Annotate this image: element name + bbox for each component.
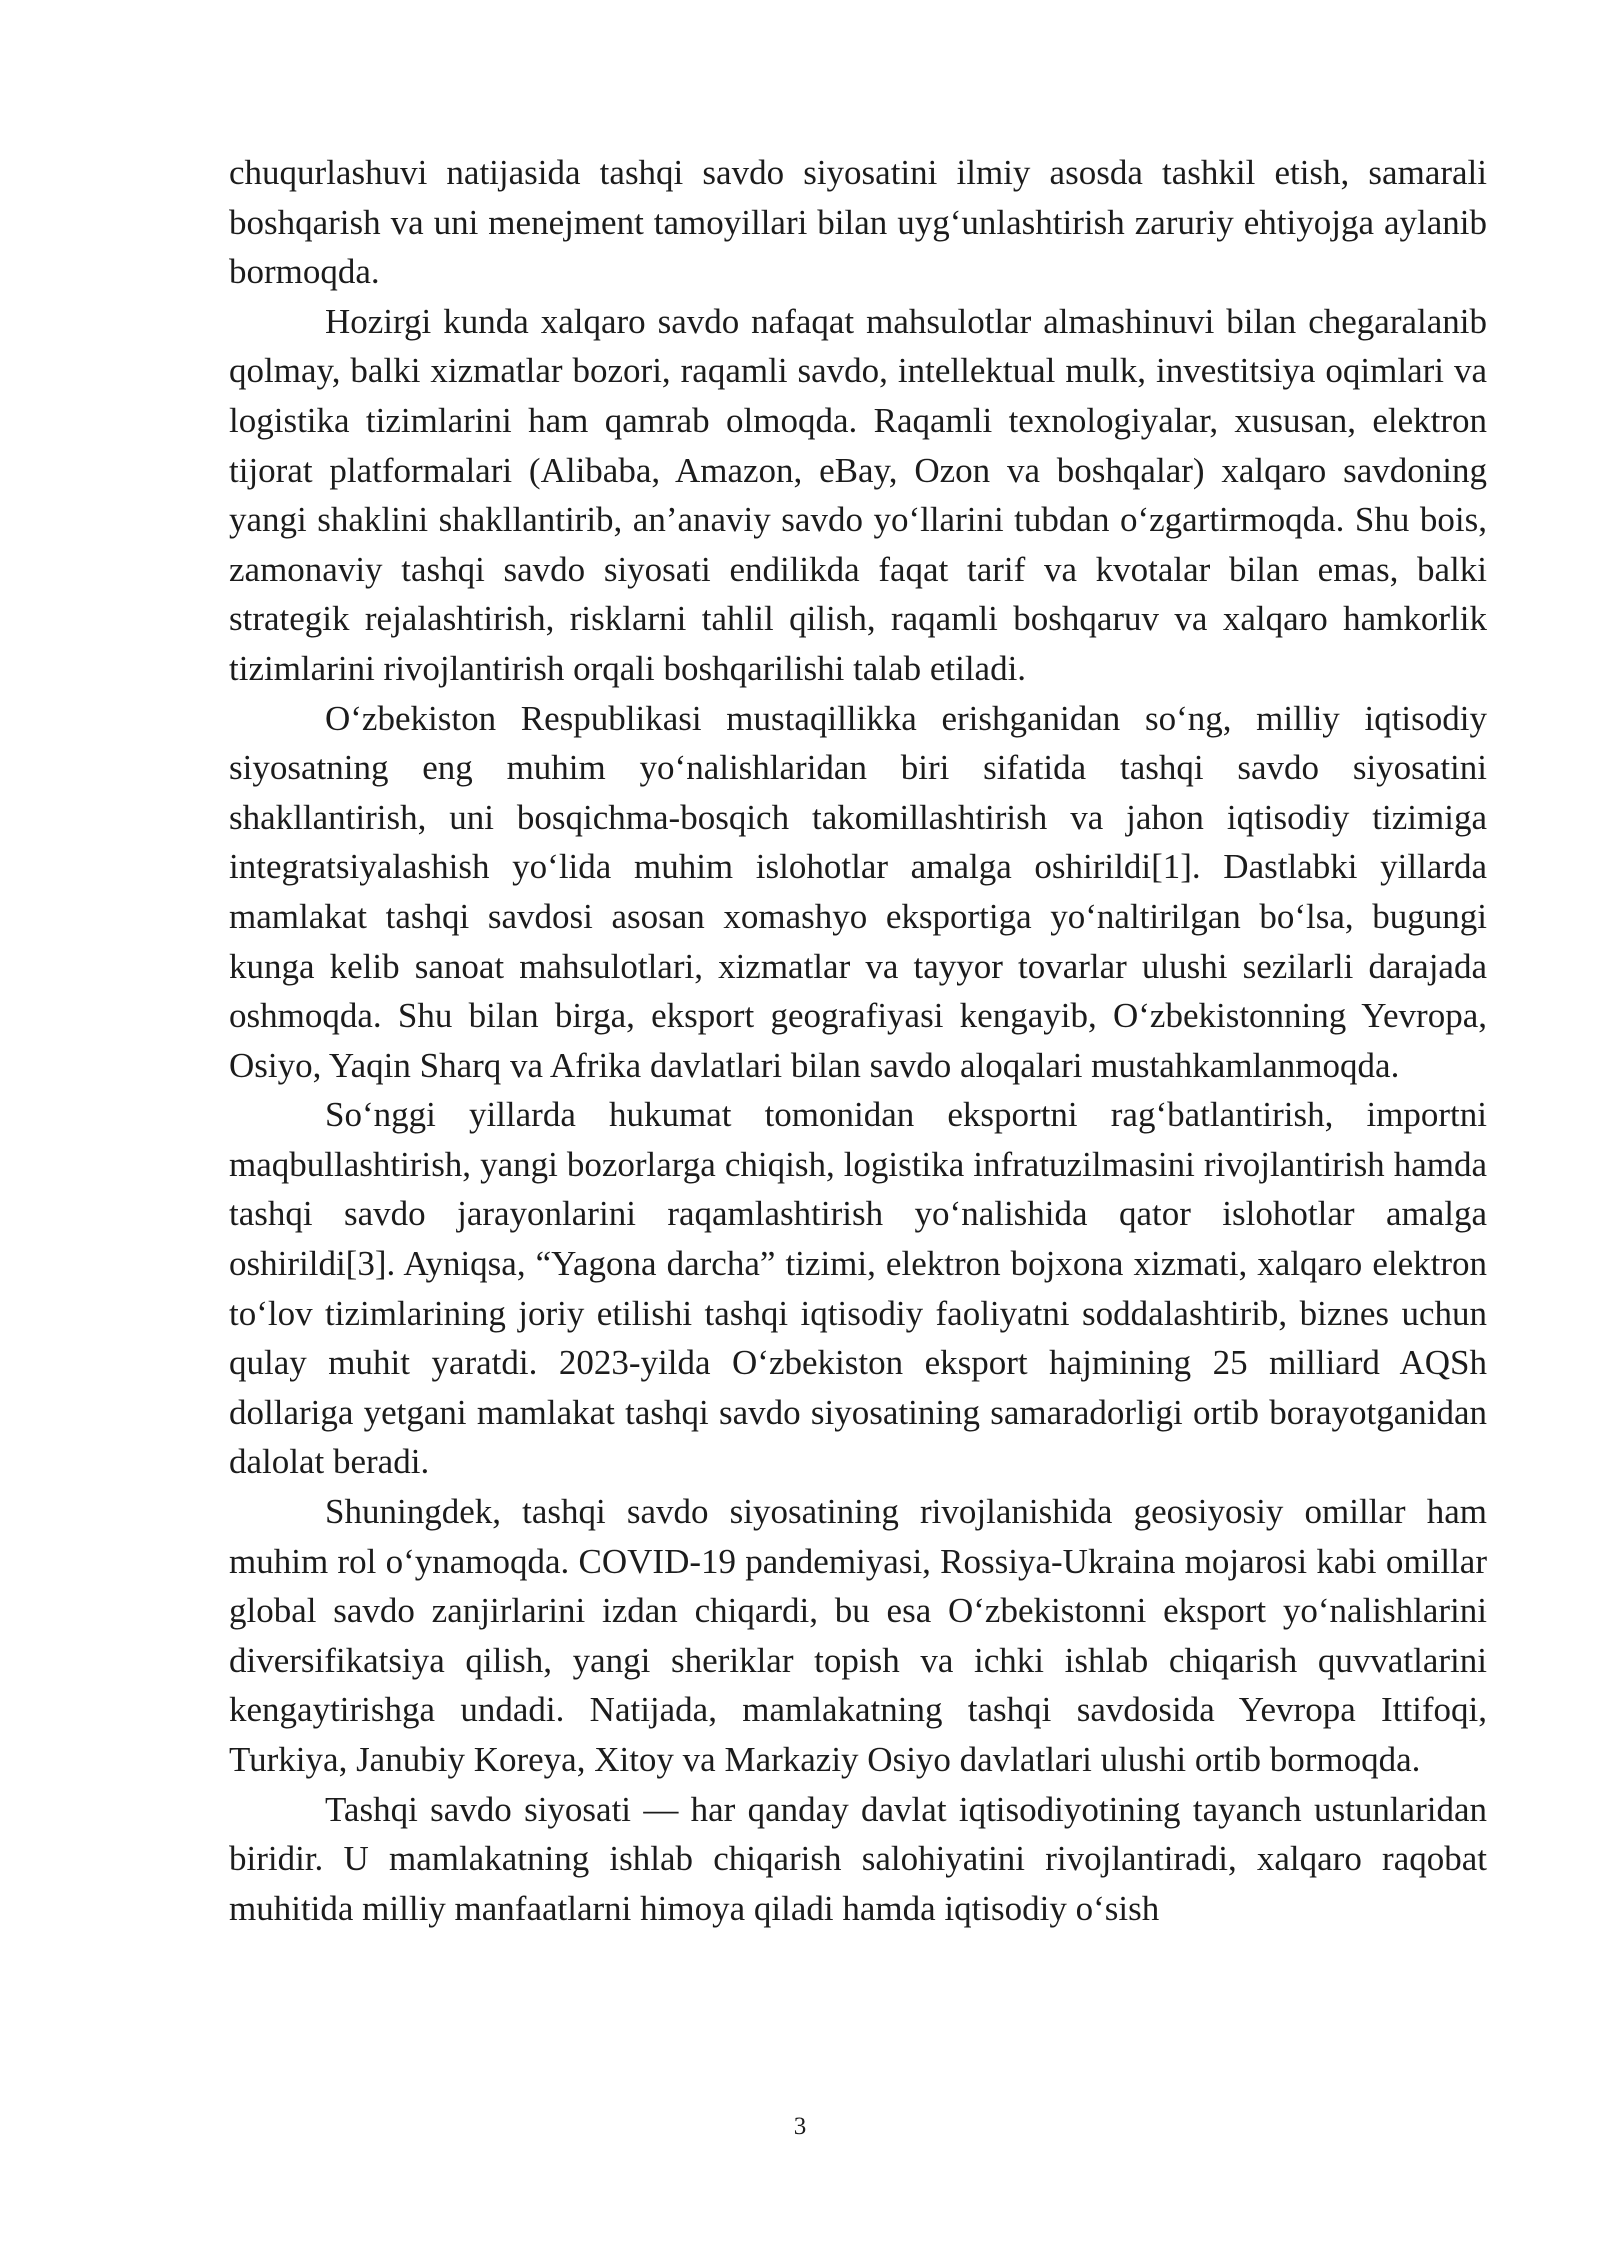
paragraph-international-trade: Hozirgi kunda xalqaro savdo nafaqat mahsulotlar almashinuvi bilan chegaralanib qolmay, balki xizmatlar bozori, raqamli savdo, intellektual mulk, investitsiya oqimlari va logistika tizimlarini ham qamrab olmoqda. Raqamli texnologiyalar, xususan, elektron tijorat platformalari (Alibaba, Amazon, eBay, Ozon va boshqalar) xalqaro savdoning yangi shaklini shakllantirib, an’anaviy savdo yo‘llarini tubdan o‘zgartirmoqda. Shu bois, zamonaviy tashqi savdo siyosati endilikda faqat tarif va kvotalar bilan emas, balki strategik rejalashtirish, risklarni tahlil qilish, raqamli boshqaruv va xalqaro hamkorlik tizimlarini rivojlantirish orqali boshqarilishi talab etiladi. [229,301,1487,688]
paragraph-trade-policy-pillar: Tashqi savdo siyosati — har qanday davlat iqtisodiyotining tayanch ustunlaridan biridir. U mamlakatning ishlab chiqarish salohiyatini rivojlantiradi, xalqaro raqobat muhitida milliy manfaatlarni himoya qiladi hamda iqtisodiy o‘sish [229,1789,1487,1928]
paragraph-continuation: chuqurlashuvi natijasida tashqi savdo siyosatini ilmiy asosda tashkil etish, samarali boshqarish va uni menejment tamoyillari bilan uyg‘unlashtirish zaruriy ehtiyojga aylanib bormoqda. [229,153,1487,292]
page-body [229,148,1487,1933]
paragraph-uzbekistan-independence: O‘zbekiston Respublikasi mustaqillikka erishganidan so‘ng, milliy iqtisodiy siyosatning eng muhim yo‘nalishlaridan biri sifatida tashqi savdo siyosatini shakllantirish, uni bosqichma-bosqich takomillashtirish va jahon iqtisodiy tizimiga integratsiyalashish yo‘lida muhim islohotlar amalga oshirildi[1]. Dastlabki yillarda mamlakat tashqi savdosi asosan xomashyo eksportiga yo‘naltirilgan bo‘lsa, bugungi kunga kelib sanoat mahsulotlari, xizmatlar va tayyor tovarlar ulushi sezilarli darajada oshmoqda. Shu bilan birga, eksport geografiyasi kengayib, O‘zbekistonning Yevropa, Osiyo, Yaqin Sharq va Afrika davlatlari bilan savdo aloqalari mustahkamlanmoqda. [229,698,1487,1085]
page-number: 3 [793,2113,807,2140]
paragraph-recent-reforms: So‘nggi yillarda hukumat tomonidan eksportni rag‘batlantirish, importni maqbullashtirish, yangi bozorlarga chiqish, logistika infratuzilmasini rivojlantirish hamda tashqi savdo jarayonlarini raqamlashtirish yo‘nalishida qator islohotlar amalga oshirildi[3]. Ayniqsa, “Yagona darcha” tizimi, elektron bojxona xizmati, xalqaro elektron to‘lov tizimlarining joriy etilishi tashqi iqtisodiy faoliyatni soddalashtirib, biznes uchun qulay muhit yaratdi. 2023-yilda O‘zbekiston eksport hajmining 25 milliard AQSh dollariga yetgani mamlakat tashqi savdo siyosatining samaradorligi ortib borayotganidan dalolat beradi. [229,1095,1487,1482]
paragraph-geopolitical-factors: Shuningdek, tashqi savdo siyosatining rivojlanishida geosiyosiy omillar ham muhim rol o‘ynamoqda. COVID-19 pandemiyasi, Rossiya-Ukraina mojarosi kabi omillar global savdo zanjirlarini izdan chiqardi, bu esa O‘zbekistonni eksport yo‘nalishlarini diversifikatsiya qilish, yangi sheriklar topish va ichki ishlab chiqarish quvvatlarini kengaytirishga undadi. Natijada, mamlakatning tashqi savdosida Yevropa Ittifoqi, Turkiya, Janubiy Koreya, Xitoy va Markaziy Osiyo davlatlari ulushi ortib bormoqda. [229,1492,1487,1779]
